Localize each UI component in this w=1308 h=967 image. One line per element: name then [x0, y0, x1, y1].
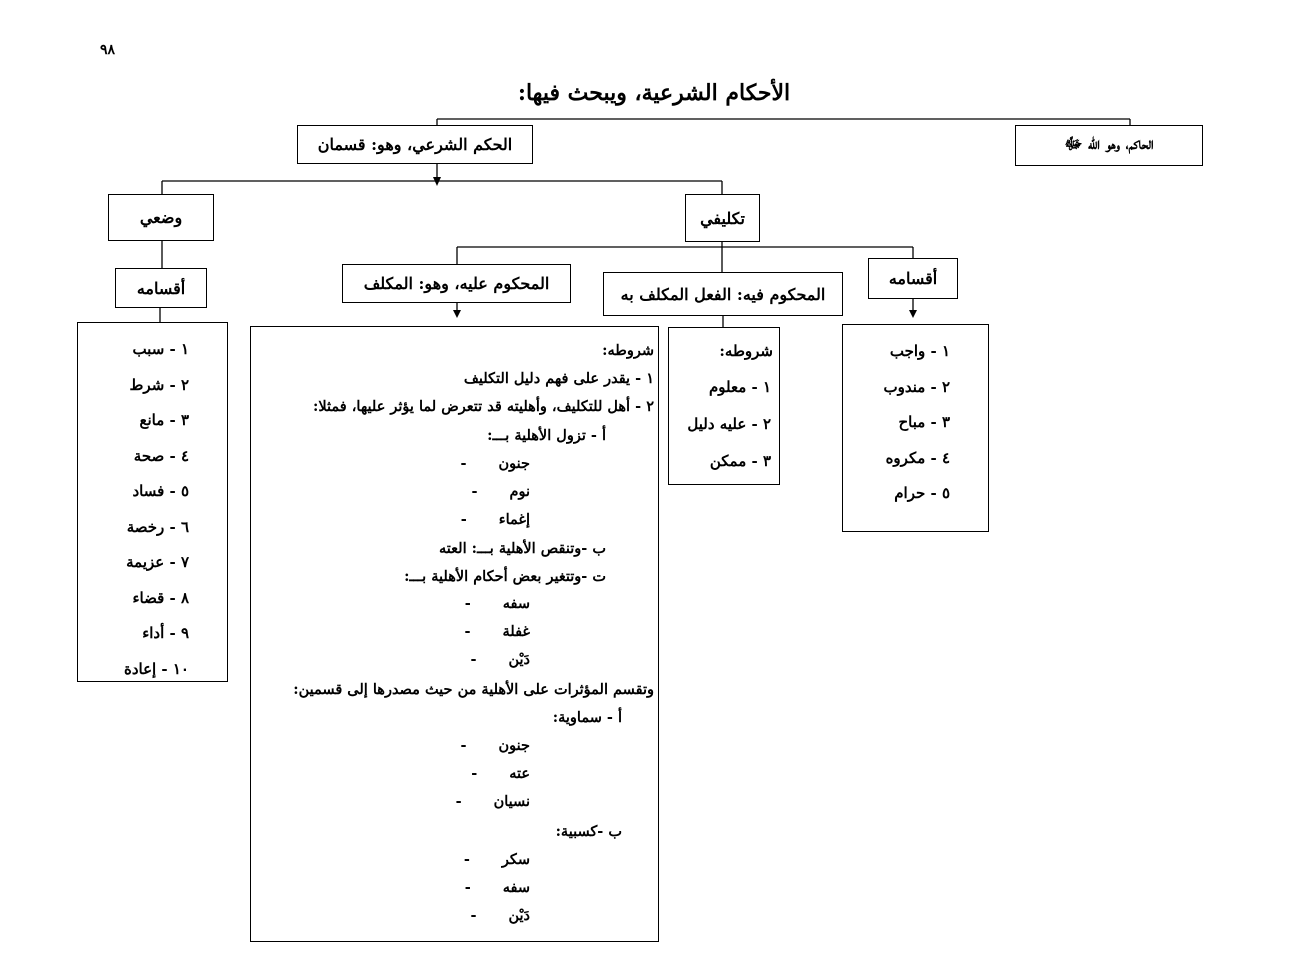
alayh-conditions-box [250, 326, 659, 942]
page-number: ٩٨ [100, 42, 116, 58]
alayh-box [342, 264, 571, 303]
list-item: ٦ - رخصة [126, 517, 189, 536]
taklifi-label: تكليفي [700, 208, 745, 228]
alayh-division-text: وتقسم المؤثرات على الأهلية من حيث مصدرها إلى قسمين: [293, 681, 654, 698]
alayh-naqs-heading: ب -وتنقص الأهلية بـــ: العته [439, 540, 606, 557]
list-item: ١ - سبب [132, 340, 189, 358]
hukm-box [297, 125, 533, 164]
fih-label: المحكوم فيه: الفعل المكلف به [620, 284, 826, 304]
hakim-box [1015, 125, 1203, 166]
fih-conditions-box [668, 327, 780, 485]
alayh-condition-1: ١ - يقدر على فهم دليل التكليف [463, 370, 654, 387]
alayh-samawiya-item: نسيان - [455, 793, 530, 810]
alayh-samawiya-heading: أ - سماوية: [552, 709, 622, 726]
alayh-kasbiya-item: سكر - [463, 851, 530, 868]
alayh-zawal-item: جنون - [460, 455, 530, 472]
taklifi-box [685, 194, 760, 242]
wadi-list-box [77, 322, 228, 682]
alayh-label: المحكوم عليه، وهو: المكلف [363, 274, 550, 293]
alayh-taghayyur-item: غفلة - [464, 623, 530, 640]
alayh-samawiya-item: جنون - [460, 737, 530, 754]
list-item: ١ - معلوم [708, 378, 771, 396]
list-item: ٤ - صحة [133, 446, 189, 465]
list-item: ١٠ - إعادة [123, 659, 189, 678]
taklifi-aqsam-box [868, 258, 958, 299]
fih-box [603, 272, 843, 316]
fih-conditions-title: شروطه: [719, 342, 773, 360]
alayh-zawal-heading: أ - تزول الأهلية بـــ: [487, 427, 606, 444]
wadi-box [108, 194, 214, 241]
alayh-kasbiya-item: سفه - [464, 879, 530, 896]
list-item: ٢ - مندوب [883, 377, 950, 396]
list-item: ٩ - أداء [142, 624, 189, 642]
alayh-conditions-title: شروطه: [602, 342, 654, 359]
wadi-label: وضعي [139, 208, 183, 227]
alayh-zawal-item: نوم - [471, 483, 530, 500]
alayh-kasbiya-item: دَيْن - [470, 907, 530, 924]
alayh-taghayyur-item: دَيْن - [470, 651, 530, 668]
list-item: ٧ - عزيمة [126, 553, 189, 571]
alayh-samawiya-item: عته - [471, 765, 530, 782]
taklifi-aqsam-label: أقسامه [888, 269, 938, 288]
alayh-taghayyur-heading: ت -وتتغير بعض أحكام الأهلية بـــ: [404, 568, 606, 585]
list-item: ٥ - فساد [132, 482, 189, 500]
list-item: ٢ - عليه دليل [687, 415, 771, 433]
taklifi-aqsam-list-box [842, 324, 989, 532]
list-item: ١ - واجب [889, 342, 950, 360]
list-item: ٣ - مباح [898, 413, 950, 431]
list-item: ٣ - مانع [139, 411, 189, 429]
alayh-zawal-item: إغماء - [460, 511, 530, 528]
alayh-taghayyur-item: سفه - [464, 595, 530, 612]
wadi-aqsam-box [115, 268, 207, 308]
diagram-title: الأحكام الشرعية، ويبحث فيها: [517, 80, 791, 106]
hakim-label: الحاكم، وهو الله ﷻ [1064, 134, 1154, 153]
list-item: ٤ - مكروه [885, 448, 950, 467]
hukm-label: الحكم الشرعي، وهو: قسمان [317, 135, 513, 154]
alayh-kasbiya-heading: ب -كسبية: [555, 823, 622, 840]
list-item: ٥ - حرام [894, 484, 950, 502]
list-item: ٢ - شرط [129, 375, 189, 394]
list-item: ٣ - ممكن [709, 452, 771, 470]
list-item: ٨ - قضاء [132, 588, 189, 607]
wadi-aqsam-label: أقسامه [136, 278, 186, 298]
alayh-condition-2: ٢ - أهل للتكليف، وأهليته قد تتعرض لما يؤثر عليها، فمثلا: [313, 398, 654, 415]
